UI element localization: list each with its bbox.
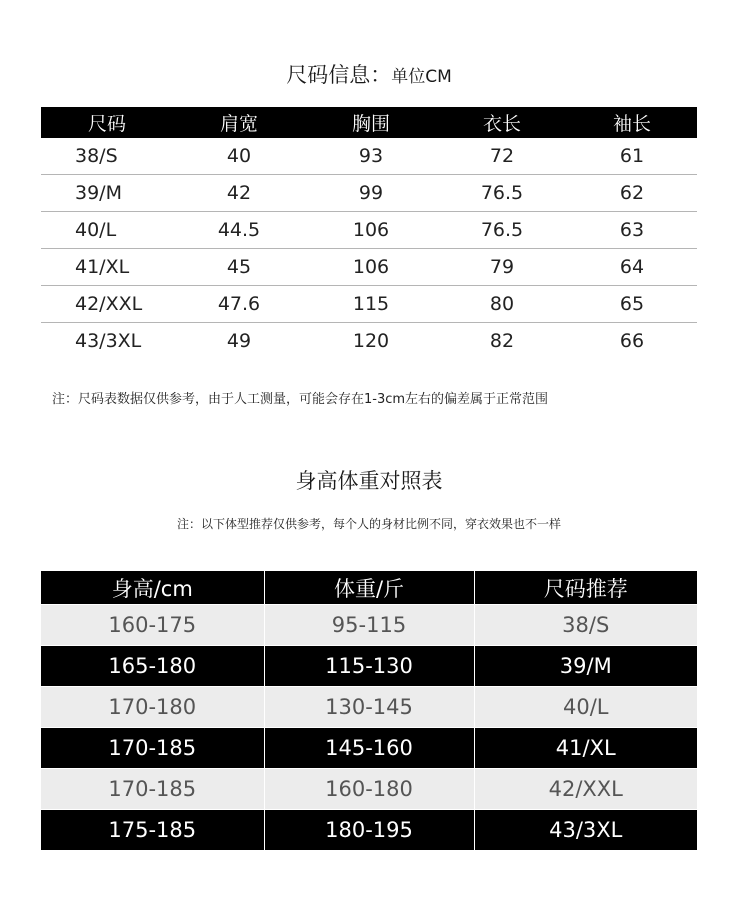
table-row bbox=[41, 138, 697, 175]
table-cell: 39/M bbox=[41, 175, 173, 212]
table-cell: 65 bbox=[567, 286, 697, 323]
table-cell: 115-130 bbox=[264, 646, 474, 687]
table-cell: 42 bbox=[173, 175, 305, 212]
table-row bbox=[41, 286, 697, 323]
table-cell: 42/XXL bbox=[474, 769, 697, 810]
table-cell: 145-160 bbox=[264, 728, 474, 769]
table-cell: 41/XL bbox=[474, 728, 697, 769]
height-weight-header-size: 尺码推荐 bbox=[474, 571, 697, 605]
table-cell: 180-195 bbox=[264, 810, 474, 851]
table-cell: 165-180 bbox=[41, 646, 264, 687]
table-cell: 82 bbox=[489, 330, 515, 352]
table-cell: 45 bbox=[173, 249, 305, 286]
table-cell: 95-115 bbox=[264, 605, 474, 646]
table-cell: 130-145 bbox=[264, 687, 474, 728]
size-info-header-sleeve: 袖长 bbox=[567, 107, 697, 138]
table-row bbox=[41, 212, 697, 249]
height-weight-table bbox=[41, 571, 697, 850]
table-cell: 40/L bbox=[41, 212, 173, 249]
table-cell: 63 bbox=[567, 212, 697, 249]
table-cell: 170-185 bbox=[41, 728, 264, 769]
table-cell: 80 bbox=[437, 286, 567, 323]
table-row bbox=[41, 810, 697, 851]
table-row bbox=[41, 605, 697, 646]
height-weight-title: 身高体重对照表 bbox=[295, 469, 443, 493]
table-cell: 42/XXL bbox=[41, 286, 173, 323]
table-cell: 49 bbox=[226, 330, 252, 352]
table-row bbox=[41, 728, 697, 769]
table-cell: 38/S bbox=[41, 138, 173, 175]
height-weight-header-weight: 体重/斤 bbox=[264, 571, 474, 605]
table-cell: 93 bbox=[305, 138, 437, 175]
height-weight-header-row bbox=[41, 571, 697, 605]
height-weight-header-height: 身高/cm bbox=[41, 571, 264, 605]
table-cell: 47.6 bbox=[173, 286, 305, 323]
table-cell: 160-175 bbox=[41, 605, 264, 646]
table-cell: 106 bbox=[305, 212, 437, 249]
table-cell: 66 bbox=[619, 330, 645, 352]
table-cell: 43/3XL bbox=[75, 330, 142, 352]
table-cell: 38/S bbox=[474, 605, 697, 646]
table-row bbox=[41, 175, 697, 212]
table-cell: 40 bbox=[173, 138, 305, 175]
height-weight-note: 注：以下体型推荐仅供参考，每个人的身材比例不同，穿衣效果也不一样 bbox=[176, 517, 561, 531]
table-row bbox=[41, 687, 697, 728]
size-info-unit: 单位CM bbox=[391, 67, 452, 87]
table-cell: 41/XL bbox=[41, 249, 173, 286]
table-cell: 39/M bbox=[474, 646, 697, 687]
table-cell: 79 bbox=[437, 249, 567, 286]
table-cell: 120 bbox=[352, 330, 390, 352]
table-cell: 115 bbox=[305, 286, 437, 323]
size-info-title-text: 尺码信息： bbox=[286, 63, 392, 87]
table-row bbox=[41, 249, 697, 286]
table-cell: 160-180 bbox=[264, 769, 474, 810]
size-info-title bbox=[0, 58, 738, 92]
table-cell: 99 bbox=[305, 175, 437, 212]
size-info-header-chest: 胸围 bbox=[305, 107, 437, 138]
table-cell: 72 bbox=[437, 138, 567, 175]
table-cell: 43/3XL bbox=[474, 810, 697, 851]
table-cell: 76.5 bbox=[437, 212, 567, 249]
table-cell: 62 bbox=[567, 175, 697, 212]
size-info-table bbox=[41, 107, 697, 359]
table-cell: 175-185 bbox=[41, 810, 264, 851]
table-cell: 170-180 bbox=[41, 687, 264, 728]
table-cell: 61 bbox=[567, 138, 697, 175]
table-row bbox=[41, 646, 697, 687]
table-row bbox=[41, 323, 697, 360]
size-info-header-size: 尺码 bbox=[41, 107, 173, 138]
table-cell: 106 bbox=[305, 249, 437, 286]
size-info-header-shoulder: 肩宽 bbox=[173, 107, 305, 138]
table-cell: 64 bbox=[567, 249, 697, 286]
table-cell: 44.5 bbox=[173, 212, 305, 249]
table-row bbox=[41, 769, 697, 810]
table-cell: 76.5 bbox=[437, 175, 567, 212]
size-info-header-length: 衣长 bbox=[437, 107, 567, 138]
table-cell: 170-185 bbox=[41, 769, 264, 810]
table-cell: 40/L bbox=[474, 687, 697, 728]
size-info-header-row bbox=[41, 107, 697, 138]
size-info-note: 注：尺码表数据仅供参考，由于人工测量，可能会存在1-3cm左右的偏差属于正常范围 bbox=[52, 392, 549, 407]
